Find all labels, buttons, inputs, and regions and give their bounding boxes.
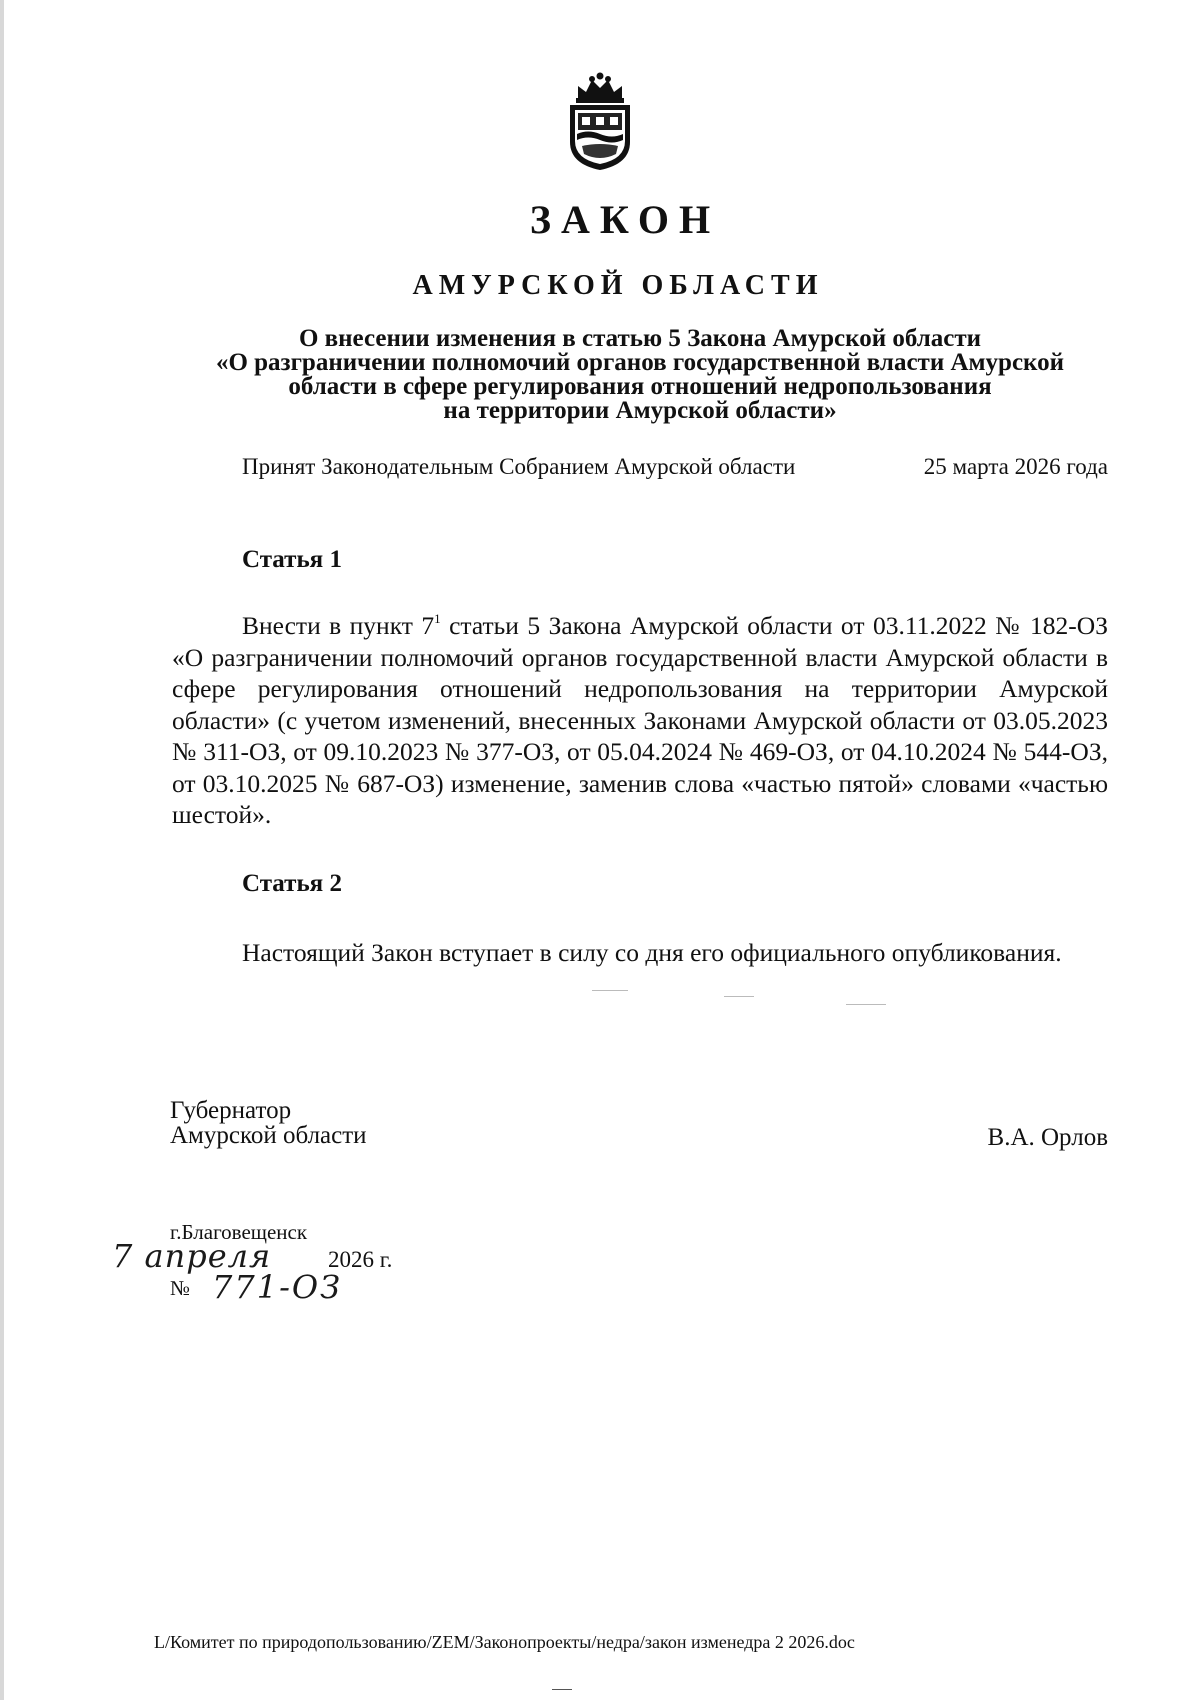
signatory-name: В.А. Орлов — [987, 1124, 1108, 1151]
scan-edge — [0, 0, 4, 1700]
date-year: 2026 г. — [328, 1247, 393, 1272]
law-heading — [150, 327, 1130, 423]
coat-of-arms-icon — [564, 72, 636, 172]
number-sign: № — [170, 1276, 191, 1300]
signatory-position — [170, 1098, 367, 1148]
heading-line: на территории Амурской области» — [443, 397, 837, 424]
position-line: Губернатор — [170, 1097, 292, 1124]
law-number — [170, 1268, 390, 1306]
scan-speck — [846, 1004, 886, 1005]
article-1-text — [172, 610, 1108, 831]
heading-line: О внесении изменения в статью 5 Закона Амурской области — [298, 325, 982, 352]
heading-line: области в сфере регулирования отношений недропользования — [288, 373, 992, 400]
scan-speck — [552, 1689, 572, 1690]
article-2-title: Статья 2 — [242, 870, 342, 897]
handwritten-date: 7 апреля — [112, 1237, 272, 1275]
article-1-title: Статья 1 — [242, 546, 342, 573]
article-1-text-start: Внести в пункт 7 — [242, 611, 435, 640]
position-line: Амурской области — [170, 1122, 367, 1149]
file-path-footer: L/Комитет по природопользованию/ZEM/Законопроекты/недра/закон изменедра 2 2026.doc — [154, 1632, 855, 1652]
scan-speck — [724, 996, 754, 997]
scan-speck — [592, 990, 628, 991]
superscript: 1 — [434, 611, 441, 626]
handwritten-number: 771-ОЗ — [212, 1268, 343, 1306]
place-of-signing: г.Благовещенск — [170, 1220, 308, 1244]
adopted-by: Принят Законодательным Собранием Амурской области — [242, 454, 796, 479]
article-1-text-rest: статьи 5 Закона Амурской области от 03.11.2022 № 182-ОЗ «О разграничении полномочий органов государственной власти Амурской области в сфере регулирования отношений недропользования на территории Амурской области» (с учетом изменений, внесенных Законами Амурской области от 03.05.2023 № 311-ОЗ, от 09.10.2023 № 377-ОЗ, от 05.04.2024 № 469-ОЗ, от 04.10.2024 № 544-ОЗ, от 03.10.2025 № 687-ОЗ) изменение, заменив слова «частью пятой» словами «частью шестой». — [172, 611, 1108, 829]
document-title: ЗАКОН — [529, 197, 721, 242]
heading-line: «О разграничении полномочий органов государственной власти Амурской — [215, 349, 1065, 376]
document-subtitle: АМУРСКОЙ ОБЛАСТИ — [412, 270, 824, 301]
article-2-text: Настоящий Закон вступает в силу со дня его официального опубликования. — [242, 938, 1062, 967]
adopted-date: 25 марта 2026 года — [923, 454, 1108, 479]
